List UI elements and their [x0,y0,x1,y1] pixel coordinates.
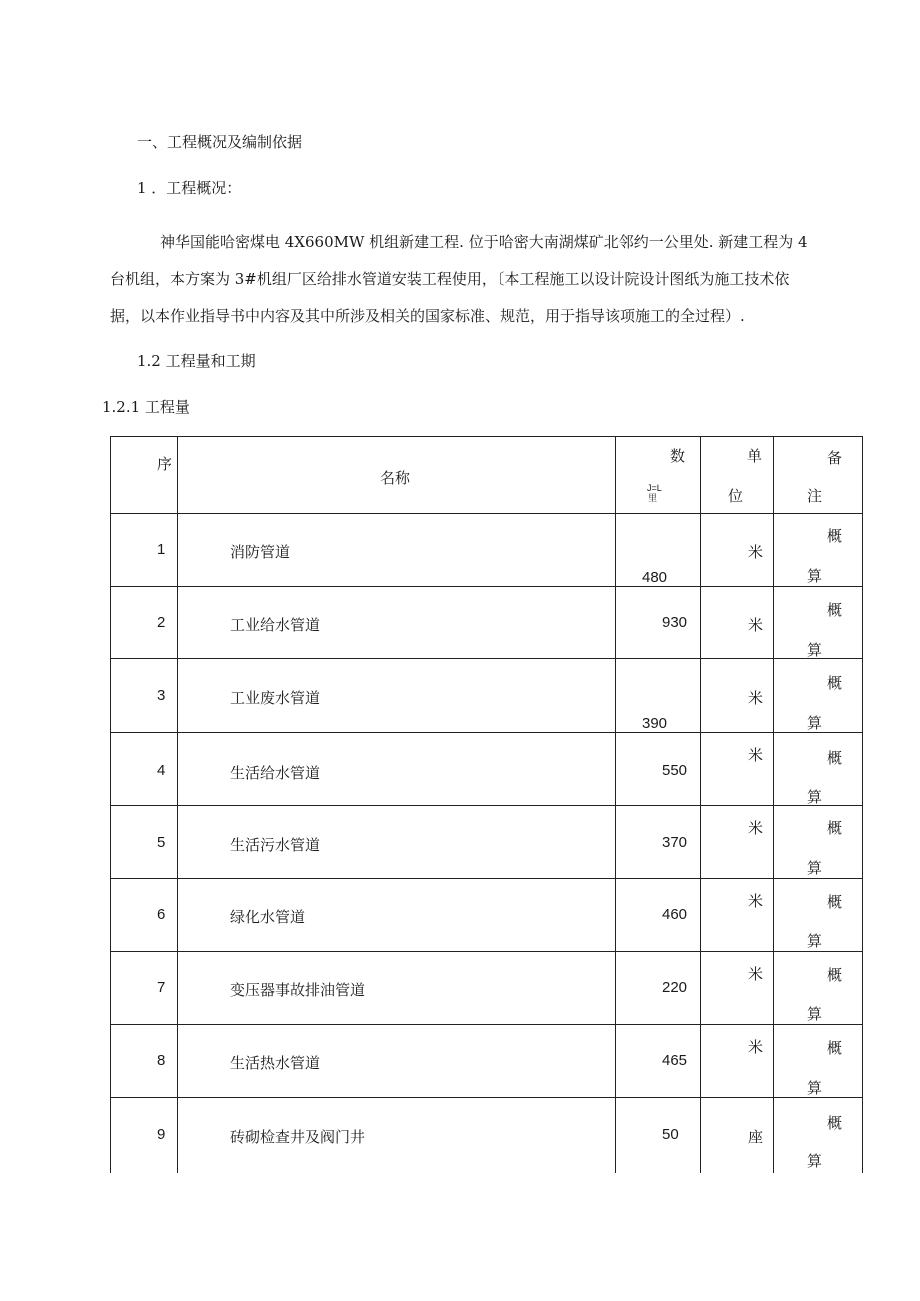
row-name: 生活给水管道 [230,764,321,782]
row-qty: 465 [662,1052,688,1069]
subsection-quantity-schedule: 1.2 工程量和工期 [137,352,256,370]
row-remark: 算 [807,714,823,732]
row-remark: 概 [827,601,843,619]
row-name: 工业给水管道 [230,616,321,634]
row-remark: 概 [827,819,843,837]
table-divider [111,878,862,879]
header-name: 名称 [380,469,411,487]
header-unit: 单 [747,447,763,465]
row-remark: 概 [827,893,843,911]
table-divider [111,951,862,952]
row-qty: 930 [662,614,688,631]
row-name: 砖砌检查井及阀门井 [230,1128,366,1146]
row-seq: 8 [157,1052,166,1069]
row-remark: 概 [827,674,843,692]
row-name: 生活热水管道 [230,1054,321,1072]
row-remark: 概 [827,1114,843,1132]
row-seq: 4 [157,762,166,779]
header-qty-small: 里 [648,494,658,504]
header-unit: 位 [728,487,744,505]
row-seq: 3 [157,687,166,704]
row-qty: 480 [642,569,668,586]
row-remark: 算 [807,641,823,659]
table-divider [111,1024,862,1025]
row-qty: 220 [662,979,688,996]
quantity-table [110,436,863,1173]
row-remark: 算 [807,859,823,877]
row-remark: 算 [807,788,823,806]
row-unit: 米 [748,746,764,764]
row-unit: 米 [748,616,764,634]
row-remark: 算 [807,932,823,950]
subsection-quantity: 1.2.1 工程量 [102,398,190,416]
row-remark: 算 [807,1079,823,1097]
header-remark: 备 [827,449,843,467]
overview-paragraph [110,224,870,335]
row-unit: 米 [748,689,764,707]
row-qty: 50 [662,1126,679,1143]
row-remark: 算 [807,1152,823,1170]
table-divider [111,732,862,733]
row-seq: 9 [157,1126,166,1143]
header-qty: 数 [670,447,686,465]
row-seq: 6 [157,906,166,923]
row-remark: 概 [827,966,843,984]
row-remark: 算 [807,567,823,585]
row-unit: 米 [748,543,764,561]
row-qty: 460 [662,906,688,923]
header-qty-small: J=L [647,483,662,493]
row-unit: 米 [748,1038,764,1056]
table-divider [111,658,862,659]
row-seq: 7 [157,979,166,996]
row-name: 绿化水管道 [230,908,306,926]
paragraph-line: 神华国能哈密煤电 4X660MW 机组新建工程. 位于哈密大南湖煤矿北邻约一公里处. 新建工程为 4 [160,233,808,251]
row-remark: 概 [827,749,843,767]
table-divider [111,586,862,587]
header-seq: 序 [157,455,173,473]
table-divider [111,1097,862,1098]
paragraph-line: 据，以本作业指导书中内容及其中所涉及相关的国家标准、规范，用于指导该项施工的全过程）. [110,307,745,325]
row-seq: 2 [157,614,166,631]
row-qty: 550 [662,762,688,779]
row-unit: 米 [748,965,764,983]
row-remark: 概 [827,1039,843,1057]
row-qty: 370 [662,834,688,851]
row-name: 工业废水管道 [230,689,321,707]
row-unit: 座 [748,1128,764,1146]
row-unit: 米 [748,819,764,837]
row-remark: 算 [807,1005,823,1023]
paragraph-line: 台机组，本方案为 3#机组厂区给排水管道安装工程使用，〔本工程施工以设计院设计图纸为施工技术依 [110,270,790,288]
section-title: 一、工程概况及编制依据 [137,133,303,151]
row-qty: 390 [642,715,668,732]
table-divider [111,805,862,806]
row-name: 变压器事故排油管道 [230,981,366,999]
row-name: 消防管道 [230,543,291,561]
table-divider [111,513,862,514]
row-name: 生活污水管道 [230,836,321,854]
row-remark: 概 [827,527,843,545]
header-remark: 注 [807,487,823,505]
subsection-overview: 1 ．工程概况： [137,179,242,197]
row-seq: 5 [157,834,166,851]
row-unit: 米 [748,892,764,910]
row-seq: 1 [157,541,166,558]
